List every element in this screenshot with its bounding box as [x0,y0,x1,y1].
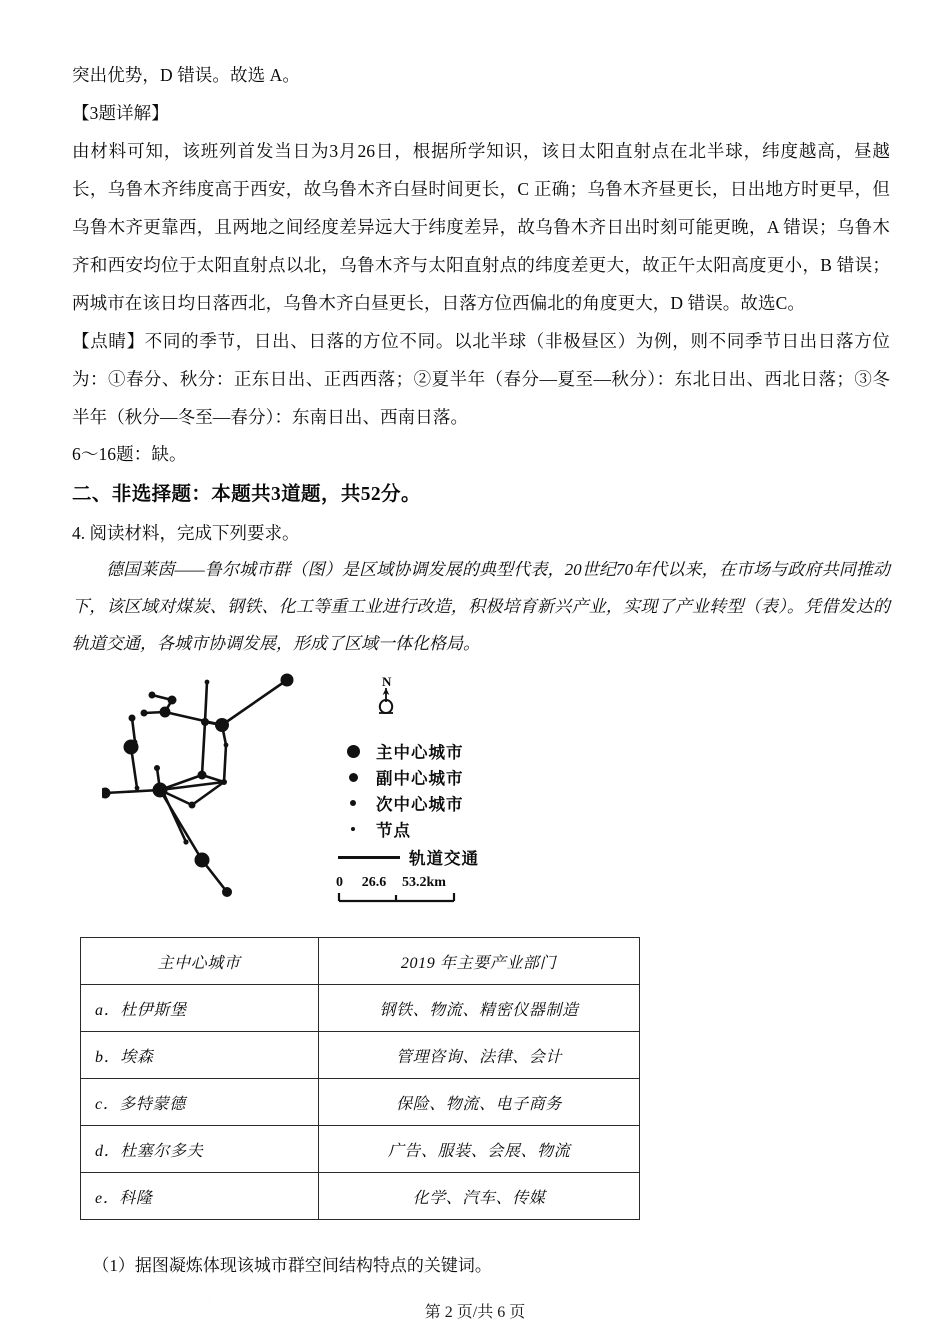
map-node-tertiary [189,802,196,809]
table-header-industries: 2019 年主要产业部门 [319,938,640,985]
page-footer: 第 2 页/共 6 页 [424,1304,526,1321]
page-watermark: · [208,1298,211,1306]
compass-north-label: N [382,674,392,689]
map-node-point [133,740,138,745]
scale-tick-labels [336,875,486,891]
map-node-sub [168,696,177,705]
table-cell-city: b．埃森 [81,1032,319,1079]
map-node-sub [198,771,207,780]
legend-item-main-center [330,738,530,764]
figure-rhine-ruhr-city-cluster [72,670,890,915]
table-cell-industries: 化学、汽车、传媒 [319,1173,640,1220]
legend-label: 轨道交通 [409,849,479,868]
map-node-sub [201,718,209,726]
map-node-point [183,839,188,844]
paragraph-missing-questions: 6～16题：缺。 [72,444,187,464]
map-node-sub [102,788,111,799]
scale-bar-graphic [336,891,476,905]
map-node-tertiary [154,765,160,771]
paragraph-question3-heading: 【3题详解】 [72,103,169,123]
scale-tick-0: 0 [336,875,343,890]
map-node-main [281,674,294,687]
legend-item-node [330,816,530,842]
industry-table [80,937,640,1220]
table-cell-industries: 钢铁、物流、精密仪器制造 [319,985,640,1032]
section-heading-non-choice: 二、非选择题：本题共3道题，共52分。 [72,484,421,505]
map-node-tertiary [149,692,156,699]
map-node-tertiary [141,710,148,717]
table-row [81,985,640,1032]
map-node-point [135,786,140,791]
legend-label: 次中心城市 [376,795,464,814]
map-node-point [205,680,210,685]
table-cell-industries: 广告、服装、会展、物流 [319,1126,640,1173]
map-scale-bar [336,875,486,905]
map-node-sub [222,887,232,897]
legend-label: 主中心城市 [376,743,464,762]
table-cell-city: a．杜伊斯堡 [81,985,319,1032]
city-network-map [102,670,342,900]
map-node-point [158,788,163,793]
compass-rose [330,672,530,738]
table-cell-industries: 保险、物流、电子商务 [319,1079,640,1126]
table-cell-city: d．杜塞尔多夫 [81,1126,319,1173]
legend-item-rail [330,844,530,870]
map-node-point [224,743,229,748]
table-row [81,1032,640,1079]
table-header-row [81,938,640,985]
table-cell-industries: 管理咨询、法律、会计 [319,1032,640,1079]
map-node-tertiary [221,779,227,785]
legend-label: 节点 [376,821,411,840]
scale-tick-1: 26.6 [361,875,387,890]
question-4-stem: 4. 阅读材料，完成下列要求。 [72,523,300,543]
table-row [81,1079,640,1126]
main-center-dot-icon [330,745,376,758]
rail-line-icon [338,856,400,859]
paragraph-conclusion-a: 突出优势，D 错误。故选 A。 [72,65,301,85]
table-cell-city: e．科隆 [81,1173,319,1220]
map-node-sub [160,707,171,718]
scale-tick-2: 53.2km [402,875,446,890]
map-node-tertiary [129,715,136,722]
legend-item-tertiary-center [330,790,530,816]
map-node-main [215,718,229,732]
paragraph-dianjing-note: 【点睛】不同的季节，日出、日落的方位不同。以北半球（非极昼区）为例，则不同季节日出日落方位为：①春分、秋分：正东日出、正西西落；②夏半年（春分—夏至—秋分）：东北日出、西北日落；③冬半年（秋分—冬至—春分）：东南日出、西南日落。 [72,331,890,427]
question-4-material: 德国莱茵——鲁尔城市群（图）是区域协调发展的典型代表，20世纪70年代以来，在市场与政府共同推动下，该区域对煤炭、钢铁、化工等重工业进行改造，积极培育新兴产业，实现了产业转型（表）。凭借发达的轨道交通，各城市协调发展，形成了区域一体化格局。 [72,560,890,653]
map-legend [330,672,530,905]
figure-canvas [102,670,522,910]
legend-item-sub-center [330,764,530,790]
table-header-city: 主中心城市 [81,938,319,985]
legend-label: 副中心城市 [376,769,464,788]
tertiary-center-dot-icon [330,800,376,806]
sub-question-1: （1）据图凝炼体现该城市群空间结构特点的关键词。 [92,1256,492,1275]
table-row [81,1173,640,1220]
map-node-main [195,853,210,868]
table-row [81,1126,640,1173]
paragraph-question3-explanation: 由材料可知，该班列首发当日为3月26日，根据所学知识，该日太阳直射点在北半球，纬度越高，昼越长，乌鲁木齐纬度高于西安，故乌鲁木齐白昼时间更长，C 正确；乌鲁木齐昼更长，日出地方时更早，但乌鲁木齐更靠西，且两地之间经度差异远大于纬度差异，故乌鲁木齐日出时刻可能更晚，A 错误；乌鲁木齐和西安均位于太阳直射点以北，乌鲁木齐与太阳直射点的纬度差更大，故正午太阳高度更小，B 错误；两城市在该日均日落西北，乌鲁木齐白昼更长，日落方位西偏北的角度更大，D 错误。故选C。 [72,141,890,313]
node-dot-icon [330,827,376,831]
table-cell-city: c．多特蒙德 [81,1079,319,1126]
page-content [72,56,890,1301]
sub-center-dot-icon [330,773,376,782]
